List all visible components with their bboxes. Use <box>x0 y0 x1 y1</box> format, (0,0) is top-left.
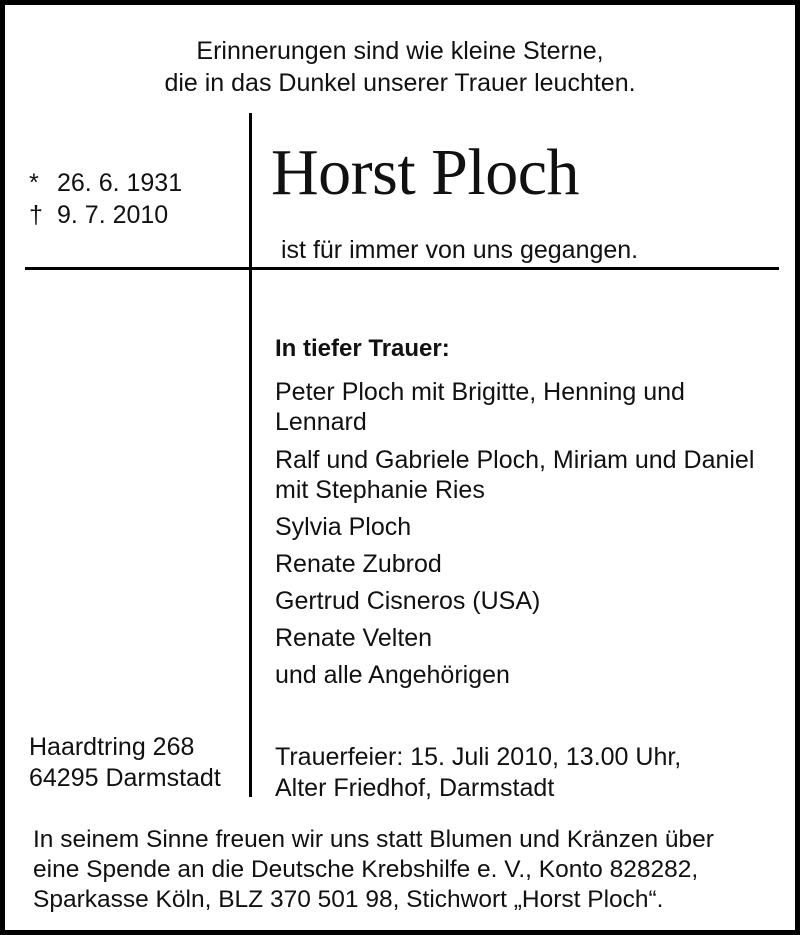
quote-line: Erinnerungen sind wie kleine Sterne, <box>196 37 604 65</box>
service-line: Trauerfeier: 15. Juli 2010, 13.00 Uhr, <box>275 743 682 771</box>
mourner-entry: Peter Ploch mit Brigitte, Henning und <box>275 378 685 406</box>
deceased-name: Horst Ploch <box>271 136 579 209</box>
mourner-entry: und alle Angehörigen <box>275 661 510 689</box>
mourning-heading: In tiefer Trauer: <box>275 335 450 362</box>
birth-symbol: * <box>29 169 39 197</box>
life-dates <box>29 167 182 231</box>
donation-note <box>33 825 714 915</box>
horizontal-divider-left <box>25 267 250 270</box>
mourner-entry: mit Stephanie Ries <box>275 476 485 504</box>
death-date-row <box>29 199 182 231</box>
mourner-entry: Sylvia Ploch <box>275 513 412 541</box>
service-line: Alter Friedhof, Darmstadt <box>275 774 555 802</box>
horizontal-divider-right <box>249 267 779 270</box>
quote-line: die in das Dunkel unserer Trauer leuchten. <box>164 69 636 97</box>
death-date: 9. 7. 2010 <box>57 201 169 229</box>
mourner-entry: Renate Velten <box>275 624 433 652</box>
mourner-entry: Ralf und Gabriele Ploch, Miriam und Daniel <box>275 446 755 474</box>
donation-line: In seinem Sinne freuen wir uns statt Blumen und Kränzen über <box>33 826 714 853</box>
family-address <box>29 732 221 794</box>
mourners-list <box>275 377 754 690</box>
cross-icon: † <box>29 201 43 229</box>
mourner-entry: Renate Zubrod <box>275 550 442 578</box>
funeral-service-info <box>275 742 681 804</box>
donation-line: eine Spende an die Deutsche Krebshilfe e. V., Konto 828282, <box>33 856 699 883</box>
address-city: 64295 Darmstadt <box>29 764 221 792</box>
donation-line: Sparkasse Köln, BLZ 370 501 98, Stichwort „Horst Ploch“. <box>33 886 664 913</box>
address-street: Haardtring 268 <box>29 733 195 761</box>
mourner-entry: Lennard <box>275 408 367 436</box>
birth-date-row <box>29 167 182 199</box>
vertical-divider <box>249 113 252 797</box>
passing-statement: ist für immer von uns gegangen. <box>281 236 639 264</box>
birth-date: 26. 6. 1931 <box>57 169 183 197</box>
memorial-quote <box>5 35 795 99</box>
mourner-entry: Gertrud Cisneros (USA) <box>275 587 541 615</box>
